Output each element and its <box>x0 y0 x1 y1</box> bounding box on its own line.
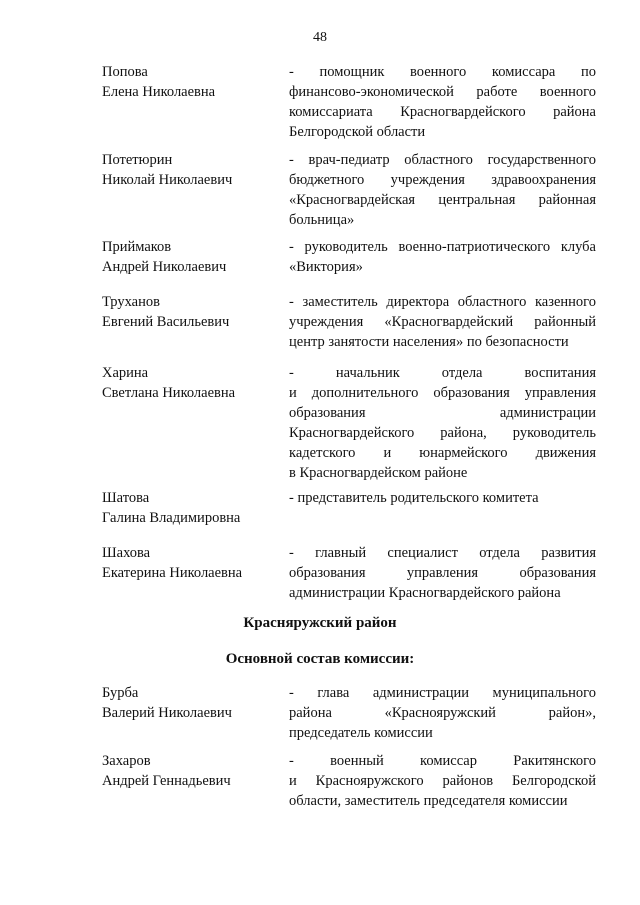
role-line: образования администрации <box>289 405 596 421</box>
role-line: - глава администрации муниципального <box>289 685 596 701</box>
member-role <box>289 543 596 603</box>
member-surname: Шатова <box>102 490 150 506</box>
role-line: - руководитель военно-патриотического клуба <box>289 239 596 255</box>
member-surname: Бурба <box>102 685 139 701</box>
role-line: и Краснояружского районов Белгородской <box>289 773 596 789</box>
role-line: - представитель родительского комитета <box>289 490 539 506</box>
member-surname: Потетюрин <box>102 152 173 168</box>
member-given-names: Евгений Васильевич <box>102 314 230 330</box>
district-heading: Красняружский район <box>243 615 397 631</box>
role-line: комиссариата Красногвардейского района <box>289 104 596 120</box>
composition-heading: Основной состав комиссии: <box>225 651 415 667</box>
member-surname: Попова <box>102 64 148 80</box>
page-number: 48 <box>313 30 327 45</box>
role-line: в Красногвардейском районе <box>289 465 468 481</box>
member-name <box>102 543 272 583</box>
member-role <box>289 488 596 508</box>
role-line: района «Краснояружский район», <box>289 705 596 721</box>
member-surname: Харина <box>102 365 149 381</box>
role-line: Белгородской области <box>289 124 426 140</box>
member-role <box>289 683 596 743</box>
role-line: образования управления образования <box>289 565 596 581</box>
role-line: - заместитель директора областного казенного <box>289 294 596 310</box>
member-surname: Приймаков <box>102 239 172 255</box>
member-surname: Труханов <box>102 294 160 310</box>
member-name <box>102 488 272 528</box>
role-line: «Виктория» <box>289 259 363 275</box>
role-line: - начальник отдела воспитания <box>289 365 596 381</box>
role-line: центр занятости населения» по безопасности <box>289 334 569 350</box>
role-line: «Красногвардейская центральная районная <box>289 192 596 208</box>
member-given-names: Андрей Геннадьевич <box>102 773 231 789</box>
member-given-names: Елена Николаевна <box>102 84 216 100</box>
member-name <box>102 150 272 190</box>
role-line: больница» <box>289 212 355 228</box>
member-given-names: Андрей Николаевич <box>102 259 227 275</box>
role-line: - врач-педиатр областного государственного <box>289 152 596 168</box>
role-line: администрации Красногвардейского района <box>289 585 561 601</box>
role-line: председатель комиссии <box>289 725 433 741</box>
member-name <box>102 237 272 277</box>
member-surname: Шахова <box>102 545 151 561</box>
member-name <box>102 292 272 332</box>
member-role <box>289 363 596 483</box>
role-line: - помощник военного комиссара по <box>289 64 596 80</box>
role-line: Красногвардейского района, руководитель <box>289 425 596 441</box>
member-name <box>102 62 272 102</box>
member-role <box>289 751 596 811</box>
member-surname: Захаров <box>102 753 151 769</box>
member-name <box>102 363 272 403</box>
member-given-names: Николай Николаевич <box>102 172 233 188</box>
member-given-names: Екатерина Николаевна <box>102 565 243 581</box>
role-line: области, заместитель председателя комиссии <box>289 793 568 809</box>
role-line: - главный специалист отдела развития <box>289 545 596 561</box>
role-line: - военный комиссар Ракитянского <box>289 753 596 769</box>
member-name <box>102 683 272 723</box>
member-role <box>289 150 596 230</box>
role-line: финансово-экономической работе военного <box>289 84 596 100</box>
role-line: бюджетного учреждения здравоохранения <box>289 172 596 188</box>
member-given-names: Валерий Николаевич <box>102 705 232 721</box>
role-line: учреждения «Красногвардейский районный <box>289 314 596 330</box>
member-role <box>289 62 596 142</box>
member-role <box>289 237 596 277</box>
member-given-names: Светлана Николаевна <box>102 385 236 401</box>
role-line: кадетского и юнармейского движения <box>289 445 596 461</box>
member-given-names: Галина Владимировна <box>102 510 241 526</box>
role-line: и дополнительного образования управления <box>289 385 596 401</box>
member-role <box>289 292 596 352</box>
member-name <box>102 751 272 791</box>
